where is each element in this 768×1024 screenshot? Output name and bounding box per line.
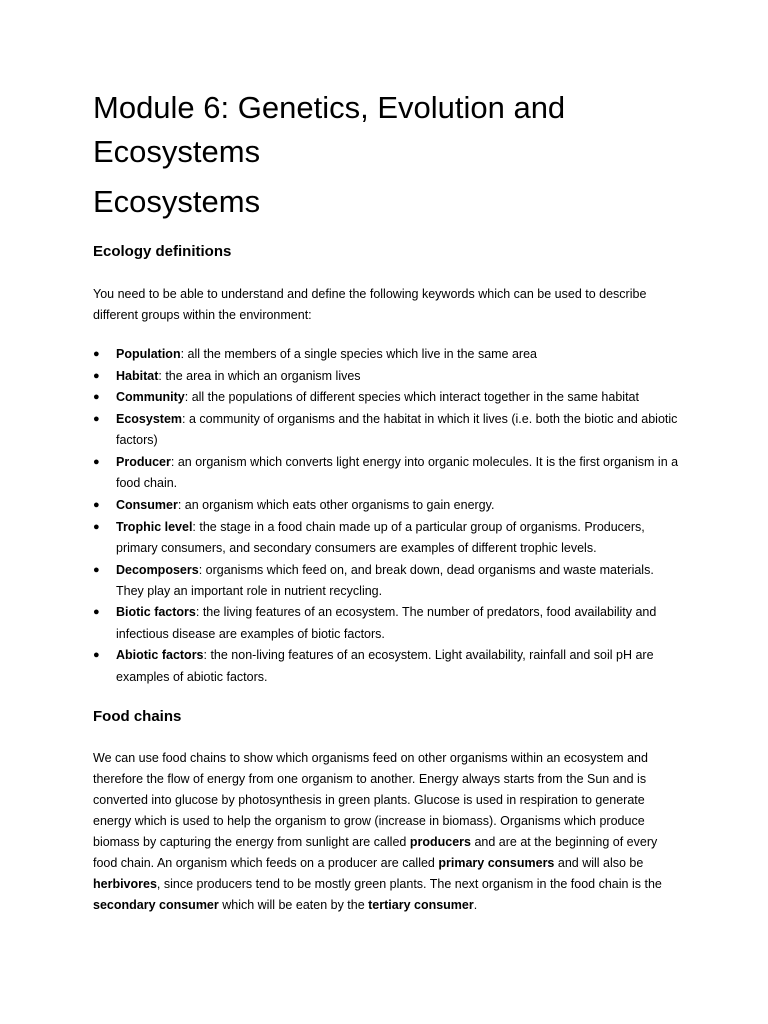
keyword-producers: producers	[409, 834, 471, 849]
definition-text: : the living features of an ecosystem. The number of predators, food availability and infectious disease are examples of biotic factors.	[116, 605, 657, 641]
bullet-icon: ●	[93, 606, 100, 619]
definition-term: Decomposers	[116, 562, 199, 577]
definition-text: : the non-living features of an ecosystem. Light availability, rainfall and soil pH are examples of abiotic factors.	[116, 648, 654, 684]
intro-paragraph: You need to be able to understand and define the following keywords which can be used to describe different groups within the environment:	[93, 287, 647, 322]
bullet-icon: ●	[93, 649, 100, 662]
food-chains-text: .	[473, 897, 478, 912]
bullet-icon: ●	[93, 563, 100, 576]
bullet-icon: ●	[93, 498, 100, 511]
definition-item	[93, 366, 683, 387]
ecology-definitions-heading: Ecology definitions	[93, 243, 232, 260]
food-chains-text: We can use food chains to show which organisms feed on other organisms within an ecosystem and therefore the flow of energy from one organism to another. Energy always starts from the Sun and is converted into glucose by photosynthesis in green plants. Glucose is used in respiration to generate energy which is used to help the organism to grow (increase in biomass). Organisms which produce biomass by capturing the energy from sunlight are called	[93, 750, 648, 849]
definition-item	[93, 645, 683, 687]
definition-text: : organisms which feed on, and break down, dead organisms and waste materials. They play an important role in nutrient recycling.	[116, 562, 654, 598]
keyword-primary-consumers: primary consumers	[438, 855, 555, 870]
definition-text: : a community of organisms and the habitat in which it lives (i.e. both the biotic and abiotic factors)	[116, 412, 678, 448]
food-chains-paragraph	[93, 748, 683, 916]
definition-term: Ecosystem	[116, 412, 183, 427]
food-chains-text: and are at the beginning of every food chain. An organism which feeds on a producer are called	[93, 834, 658, 870]
definition-item	[93, 495, 683, 516]
definition-term: Population	[116, 347, 181, 361]
food-chains-text: which will be eaten by the	[218, 897, 369, 912]
definition-term: Consumer	[116, 497, 178, 512]
document-content	[93, 86, 683, 916]
bullet-icon: ●	[93, 391, 100, 404]
definition-text: : all the populations of different species which interact together in the same habitat	[184, 390, 639, 405]
definition-item	[93, 344, 683, 365]
definition-text: : an organism which converts light energy into organic molecules. It is the first organism in a food chain.	[116, 455, 679, 491]
definition-item	[93, 387, 683, 408]
bullet-icon: ●	[93, 520, 100, 533]
definition-term: Trophic level	[116, 519, 193, 534]
bullet-icon: ●	[93, 369, 100, 382]
definition-term: Abiotic factors	[116, 648, 204, 663]
definition-text: : all the members of a single species which live in the same area	[180, 347, 537, 361]
definition-term: Community	[116, 390, 185, 405]
module-title: Module 6: Genetics, Evolution and Ecosystems	[93, 90, 566, 169]
section-title: Ecosystems	[93, 184, 261, 219]
definition-item	[93, 602, 683, 644]
definition-item	[93, 560, 683, 602]
definition-term: Biotic factors	[116, 605, 196, 620]
food-chains-text: , since producers tend to be mostly green plants. The next organism in the food chain is the	[156, 876, 662, 891]
definition-term: Habitat	[116, 368, 159, 383]
keyword-herbivores: herbivores	[93, 876, 157, 891]
food-chains-text: and will also be	[554, 855, 644, 870]
definition-item	[93, 452, 683, 494]
food-chains-heading: Food chains	[93, 707, 182, 725]
keyword-tertiary-consumer: tertiary consumer	[368, 897, 474, 912]
definition-term: Producer	[116, 455, 171, 470]
definition-text: : the area in which an organism lives	[158, 368, 361, 383]
definition-text: : the stage in a food chain made up of a particular group of organisms. Producers, primary consumers, and secondary consumers are examples of different trophic levels.	[116, 519, 645, 555]
keyword-secondary-consumer: secondary consumer	[93, 897, 219, 912]
bullet-icon: ●	[93, 348, 100, 360]
definition-text: : an organism which eats other organisms to gain energy.	[177, 497, 495, 512]
bullet-icon: ●	[93, 456, 100, 469]
definition-item	[93, 409, 683, 451]
definition-item	[93, 517, 683, 559]
definitions-list	[93, 344, 683, 688]
bullet-icon: ●	[93, 413, 100, 426]
